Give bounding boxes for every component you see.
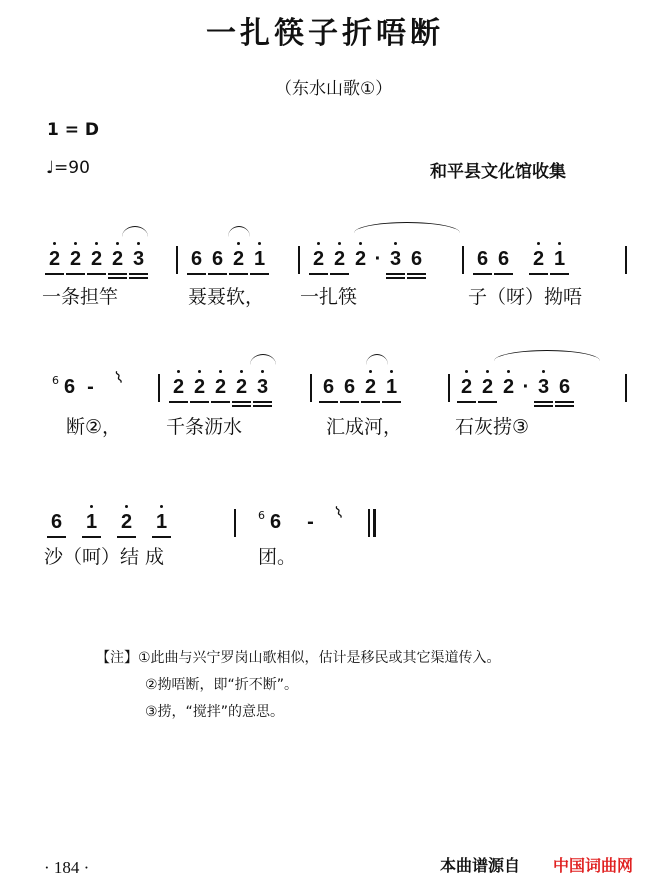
beam-line [361,401,380,403]
measure [456,368,575,408]
beam-line [340,401,359,403]
beam-line [550,273,569,275]
slur [366,354,388,365]
beam-line [386,277,405,279]
lyric: 汇成河， [326,416,403,438]
note: 2 [350,240,371,271]
annotation-2: ②拗唔断，即“折不断”。 [145,677,299,693]
barline [310,374,312,402]
slur [228,226,250,237]
note: 6 [186,240,207,271]
note [137,503,151,511]
note [514,240,528,248]
lyric: 一条担竿 [42,286,119,308]
measure [186,240,270,280]
beam-line [529,273,548,275]
tempo-marking: ♩=90 [46,158,90,178]
note: 3 [533,368,554,399]
note [102,503,116,511]
note: 2 [528,240,549,271]
note: 6 [554,368,575,399]
note: 2 [308,240,329,271]
beam-line [129,273,148,275]
beam-line [319,401,338,403]
note: 6 [46,503,67,534]
barline [625,246,627,274]
note: 1 [549,240,570,271]
note: 6 [406,240,427,271]
beam-line [87,273,106,275]
song-subtitle: （东水山歌①） [275,79,393,99]
final-barline [368,509,370,537]
annotation-1 [96,645,501,672]
beam-line [407,277,426,279]
beam-line [108,277,127,279]
beam-line [47,536,66,538]
measure [472,240,570,280]
note: 2 [116,503,137,534]
collector-credit: 和平县文化馆收集 [430,162,566,182]
note: 2 [210,368,231,399]
barline [158,374,160,402]
beam-line [330,273,349,275]
beam-line [208,273,227,275]
beam-line [473,273,492,275]
lyric: 一扎筷 [300,286,358,308]
note: 1 [249,240,270,271]
glissando-mark: ⌇ [111,367,126,388]
note: 6 [269,511,282,533]
beam-line [108,273,127,275]
measure [52,367,126,408]
beam-line [382,401,401,403]
beam-line [250,273,269,275]
beam-line [187,273,206,275]
slur [122,226,148,237]
measure [44,240,149,280]
note: 6 [493,240,514,271]
note: 2 [189,368,210,399]
note: 2 [44,240,65,271]
note: 6 [318,368,339,399]
glissando-mark: ⌇ [331,502,346,523]
beam-line [309,273,328,275]
barline [298,246,300,274]
lyric: 子（呀）拗唔 [468,286,583,308]
beam-line [253,405,272,407]
slur [354,222,460,233]
note: 3 [385,240,406,271]
beam-line [211,401,230,403]
note: 1 [381,368,402,399]
beam-line [129,277,148,279]
final-barline [373,509,376,537]
beam-line [457,401,476,403]
dash: - [87,376,94,398]
beam-line [478,401,497,403]
beam-line [190,401,209,403]
beam-line [555,405,574,407]
lyric: 千条沥水 [166,416,243,438]
note: 2 [65,240,86,271]
lyric: 聂聂软， [188,286,265,308]
lyric: 断②， [66,416,122,438]
note: 2 [329,240,350,271]
annotation-label: 【注】 [96,650,138,666]
grace-note: 6 [258,509,265,522]
barline [625,374,627,402]
barline [234,509,236,537]
note: 6 [63,376,76,398]
measure [168,368,273,408]
site-name[interactable]: 中国词曲网 [553,856,634,875]
note: · [374,248,382,270]
page-number: · 184 · [44,858,90,877]
barline [448,374,450,402]
dash: - [307,511,314,533]
song-title: 一扎筷子折唔断 [206,16,444,51]
beam-line [253,401,272,403]
note: 6 [339,368,360,399]
lyric: 团。 [258,546,297,568]
note: 6 [207,240,228,271]
note: 2 [231,368,252,399]
beam-line [229,273,248,275]
barline [176,246,178,274]
note: 1 [151,503,172,534]
barline [462,246,464,274]
measure [258,502,346,543]
slur [250,354,276,365]
beam-line [66,273,85,275]
beam-line [117,536,136,538]
note: · [522,376,530,398]
beam-line [45,273,64,275]
beam-line [407,273,426,275]
note [286,503,300,511]
slur [494,350,600,361]
key-signature: 1 = D [47,120,100,140]
source-text: 本曲谱源自 [440,856,521,875]
note: 2 [360,368,381,399]
beam-line [386,273,405,275]
beam-line [152,536,171,538]
note: 3 [252,368,273,399]
lyric: 沙（呵）结 成 [44,546,165,568]
beam-line [534,405,553,407]
beam-line [494,273,513,275]
note: 2 [86,240,107,271]
beam-line [555,401,574,403]
note: 2 [477,368,498,399]
note: 2 [168,368,189,399]
beam-line [534,401,553,403]
annotations [96,645,501,726]
annotation-3: ③捞，“搅拌”的意思。 [145,704,285,720]
beam-line [82,536,101,538]
beam-line [232,405,251,407]
measure [318,368,402,408]
annotation-text: ①此曲与兴宁罗岗山歌相似，估计是移民或其它渠道传入。 [138,650,501,666]
beam-line [232,401,251,403]
note: 2 [228,240,249,271]
note: 6 [472,240,493,271]
note [67,503,81,511]
beam-line [169,401,188,403]
note: 2 [107,240,128,271]
note: 2 [456,368,477,399]
note: 3 [128,240,149,271]
measure [308,240,427,280]
note: 2 [498,368,519,399]
grace-note: 6 [52,374,59,387]
lyric: 石灰捞③ [455,416,530,438]
note: 1 [81,503,102,534]
measure [46,503,172,543]
